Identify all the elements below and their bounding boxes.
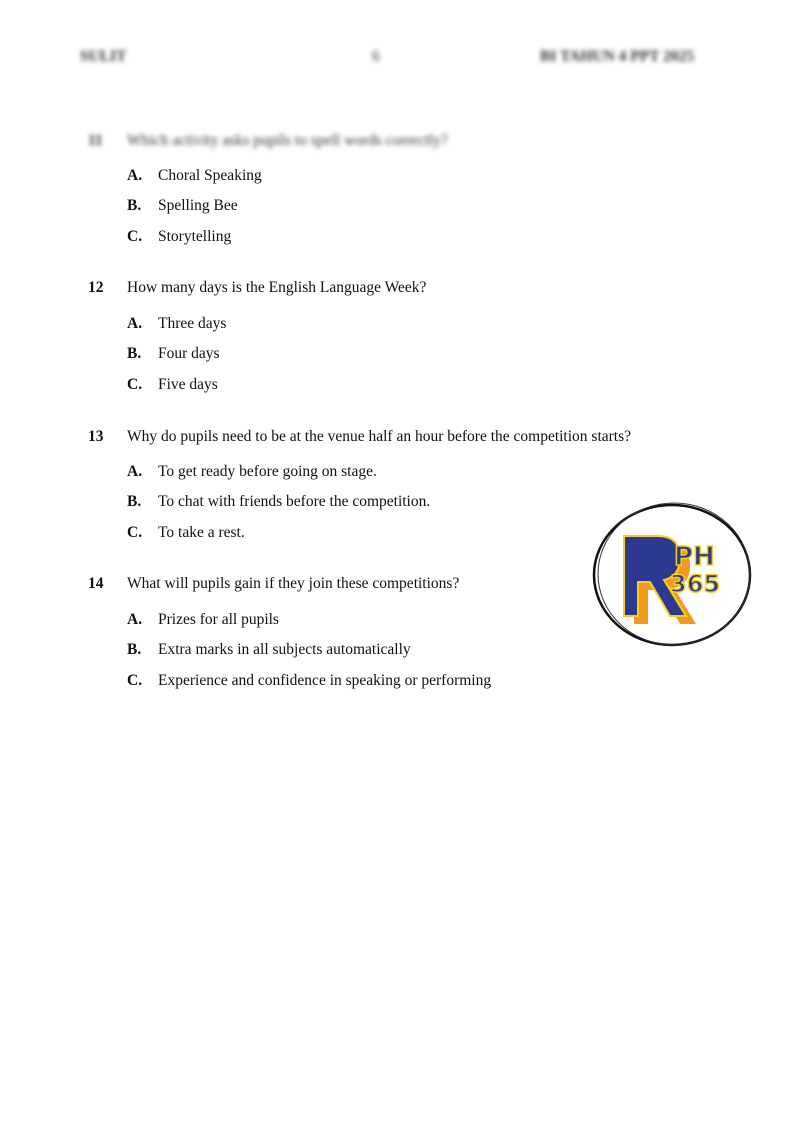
option-letter: A. [127,463,143,480]
option-letter: B. [127,641,142,658]
option-letter: A. [127,611,143,628]
option-text: To chat with friends before the competition. [158,493,431,510]
option-letter: A. [127,315,143,332]
question-text: What will pupils gain if they join these competitions? [127,575,460,592]
question-number: 13 [88,428,104,445]
question-text: Why do pupils need to be at the venue half an hour before the competition starts? [127,428,632,445]
option-letter: A. [127,167,143,184]
option-letter: B. [127,493,142,510]
option-text: Spelling Bee [158,197,238,214]
option-text: Four days [158,345,220,362]
question-text: Which activity asks pupils to spell words correctly? [127,132,448,149]
option-text: Choral Speaking [158,167,262,184]
question-text: How many days is the English Language Week? [127,279,427,296]
header-right: BI TAHUN 4 PPT 2025 [540,48,695,65]
header-left: SULIT [80,48,127,65]
option-letter: C. [127,524,143,541]
option-letter: B. [127,197,142,214]
question-number: 12 [88,279,104,296]
svg-text:PH: PH [674,542,715,572]
option-text: Experience and confidence in speaking or performing [158,672,492,689]
option-text: Three days [158,315,227,332]
option-text: Prizes for all pupils [158,611,279,628]
option-text: Extra marks in all subjects automatically [158,641,411,658]
question-number: 14 [88,575,104,592]
option-letter: C. [127,672,143,689]
rph365-watermark-logo [590,500,754,650]
option-text: To get ready before going on stage. [158,463,377,480]
option-letter: C. [127,228,143,245]
option-text: To take a rest. [158,524,245,541]
option-letter: C. [127,376,143,393]
question-number: 11 [88,132,103,149]
option-text: Five days [158,376,218,393]
option-letter: B. [127,345,142,362]
page-number: 6 [372,48,380,65]
svg-text:365: 365 [670,570,721,598]
option-text: Storytelling [158,228,232,245]
